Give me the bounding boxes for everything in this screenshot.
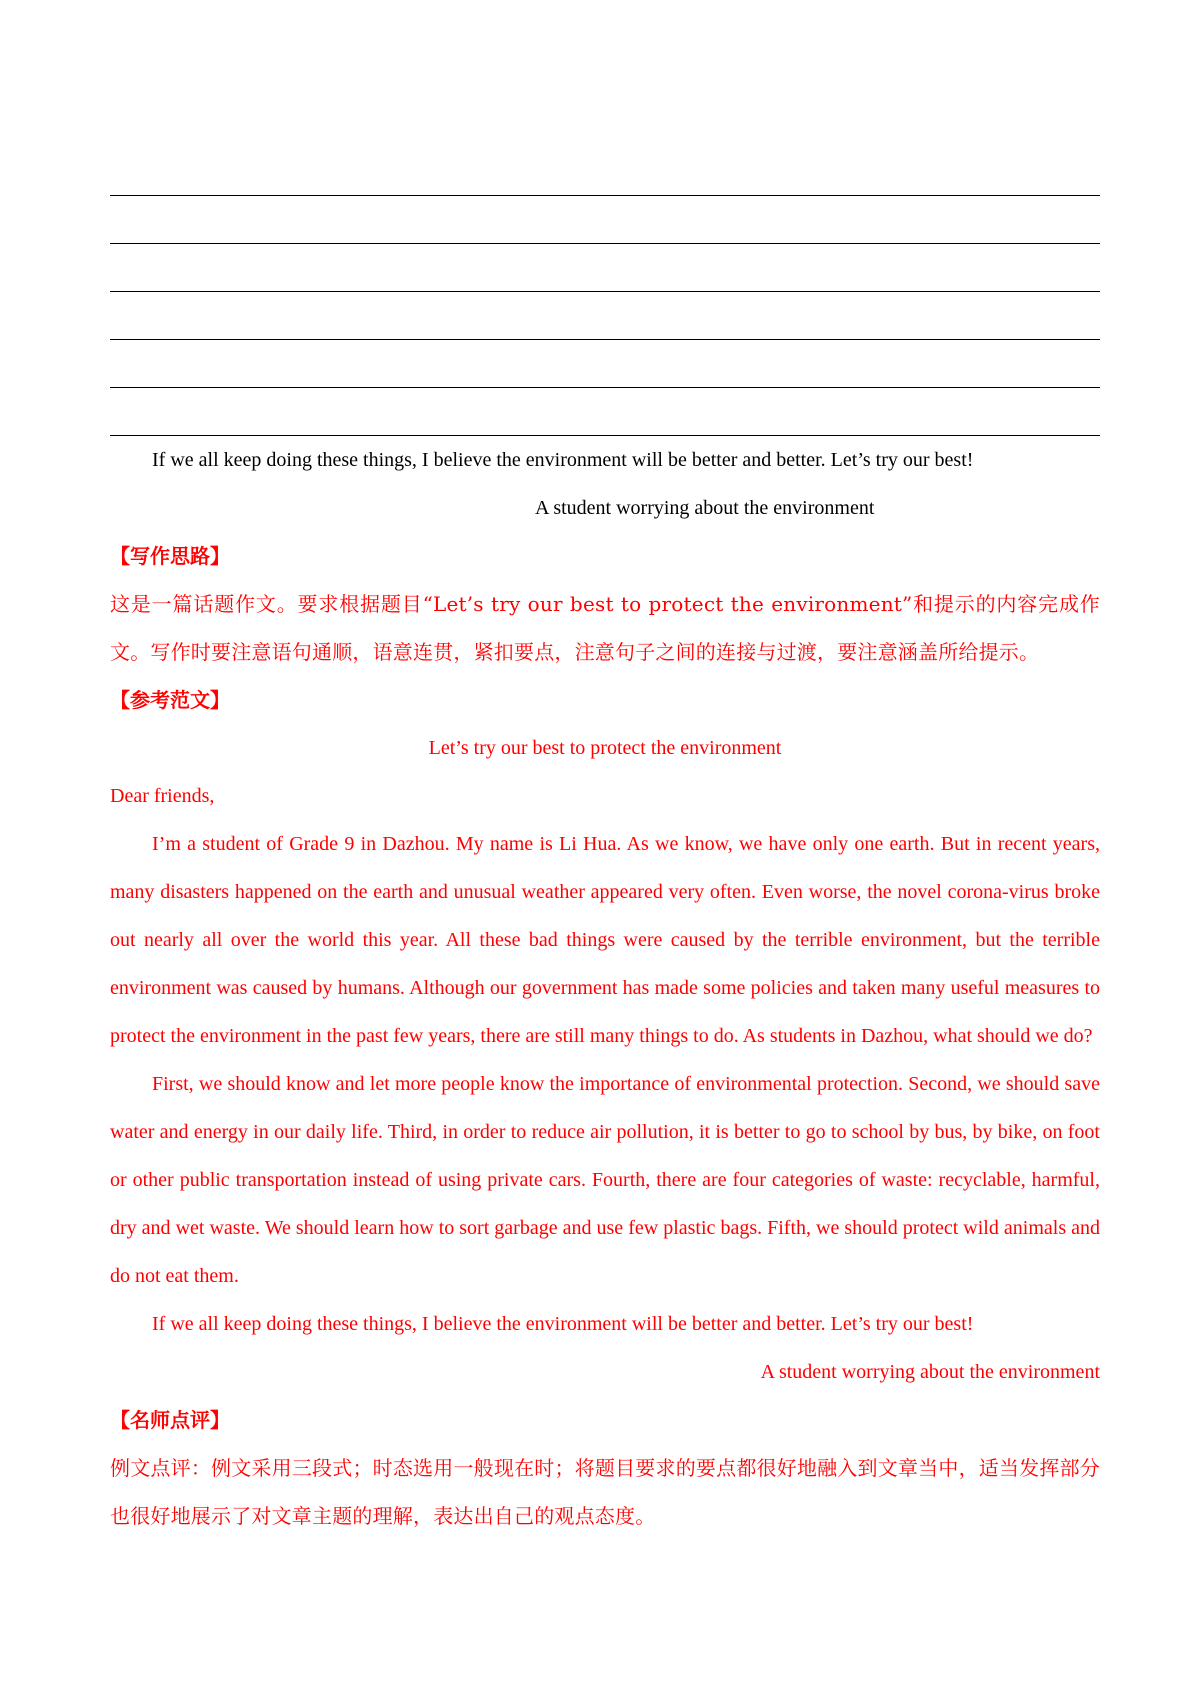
- blank-line: [110, 340, 1100, 388]
- page-content: [110, 148, 1100, 1540]
- teacher-comment-text: 例文点评：例文采用三段式；时态选用一般现在时；将题目要求的要点都很好地融入到文章当中，适当发挥部分也很好地展示了对文章主题的理解，表达出自己的观点态度。: [110, 1456, 1100, 1528]
- blank-line: [110, 148, 1100, 196]
- sample-essay-heading: 【参考范文】: [110, 688, 230, 712]
- blank-line: [110, 196, 1100, 244]
- teacher-comment-heading: 【名师点评】: [110, 1408, 230, 1432]
- intro-closing-line: If we all keep doing these things, I believe the environment will be better and better. Let’s try our best!: [152, 449, 974, 471]
- essay-signature: A student worrying about the environment: [760, 1361, 1100, 1383]
- blank-line: [110, 292, 1100, 340]
- essay-paragraph: First, we should know and let more people know the importance of environmental protection. Second, we should save water and energy in our daily life. Third, in order to reduce air pollution, it is better to go to school by bus, by bike, on foot or other public transportation instead of using private cars. Fourth, there are four categories of waste: recyclable, harmful, dry and wet waste. We should learn how to sort garbage and use few plastic bags. Fifth, we should protect wild animals and do not eat them.: [110, 1073, 1100, 1287]
- essay-title: Let’s try our best to protect the environment: [428, 737, 782, 759]
- essay-greeting: Dear friends,: [110, 785, 215, 807]
- blank-line: [110, 388, 1100, 436]
- blank-line: [110, 244, 1100, 292]
- writing-idea-text: 这是一篇话题作文。要求根据题目“Let’s try our best to protect the environment”和提示的内容完成作文。写作时要注意语句通顺，语意连贯，紧扣要点，注意句子之间的连接与过渡，要注意涵盖所给提示。: [110, 592, 1100, 664]
- essay-paragraph: I’m a student of Grade 9 in Dazhou. My name is Li Hua. As we know, we have only one earth. But in recent years, many disasters happened on the earth and unusual weather appeared very often. Even worse, the novel corona-virus broke out nearly all over the world this year. All these bad things were caused by the terrible environment, but the terrible environment was caused by humans. Although our government has made some policies and taken many useful measures to protect the environment in the past few years, there are still many things to do. As students in Dazhou, what should we do?: [110, 833, 1100, 1047]
- writing-blank-lines: [110, 148, 1100, 436]
- writing-idea-heading: 【写作思路】: [110, 544, 230, 568]
- essay-paragraph: If we all keep doing these things, I believe the environment will be better and better. Let’s try our best!: [152, 1313, 974, 1335]
- intro-signature: A student worrying about the environment: [535, 497, 875, 519]
